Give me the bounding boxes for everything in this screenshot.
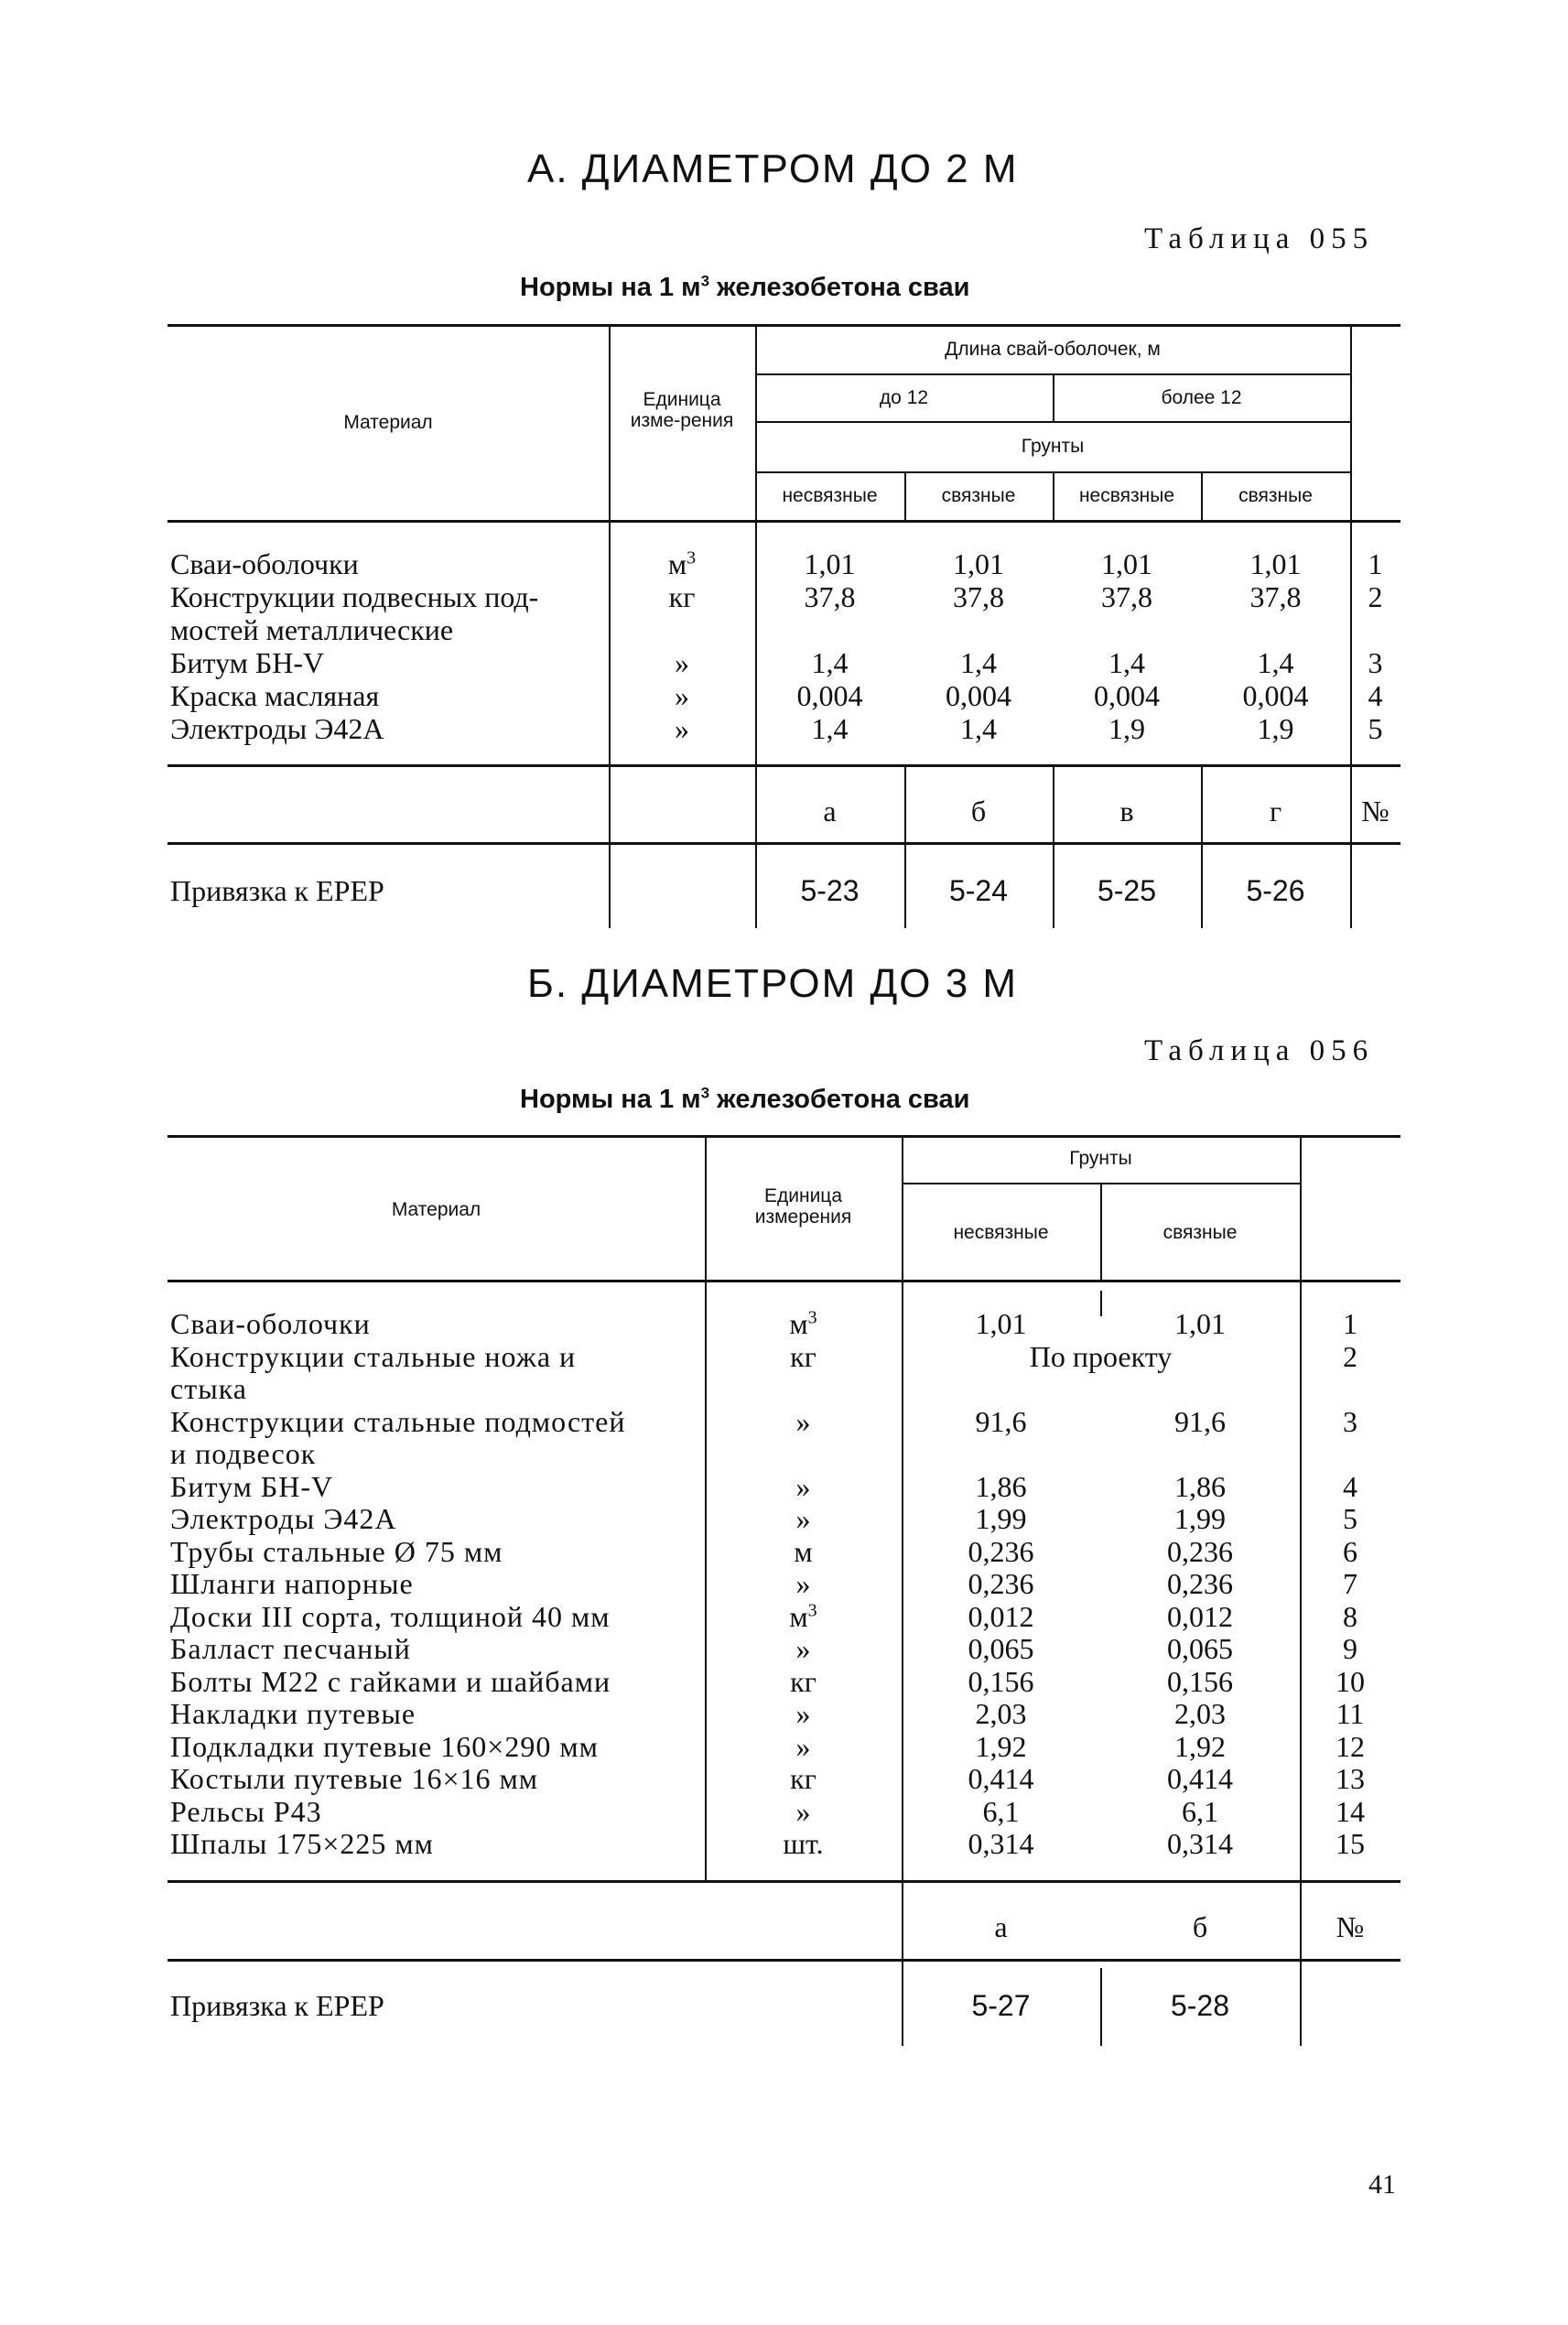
- value-loose: 1,99: [975, 1502, 1027, 1535]
- table-055-rule: [755, 421, 1350, 423]
- value-d: 37,8: [1249, 580, 1302, 613]
- table-056-num-sign: №: [1336, 1910, 1365, 1943]
- value-d: 1,4: [1257, 646, 1294, 679]
- table-055-letters-row: [0, 795, 1568, 827]
- material-name: Краска масляная: [170, 679, 380, 712]
- row-number: 1: [1343, 1307, 1357, 1340]
- table-055-binding-code: 5-25: [1097, 874, 1157, 907]
- unit: $м^3$: [789, 1307, 817, 1340]
- table-055-caption: Нормы на 1 $м^3$ железобетона сваи: [520, 272, 970, 302]
- table-055-letter: б: [970, 795, 987, 827]
- unit: $м^3$: [667, 547, 697, 580]
- value-loose: 0,314: [968, 1827, 1034, 1860]
- unit: кг: [790, 1340, 816, 1373]
- value-c: 1,4: [1108, 646, 1145, 679]
- row-number: 3: [1343, 1405, 1357, 1438]
- value-a: 1,01: [804, 547, 856, 580]
- material-name: Шланги напорные: [170, 1567, 414, 1600]
- table-056-header-material: Материал: [391, 1199, 481, 1220]
- table-055-num-sign: №: [1361, 795, 1390, 827]
- table-056-label: Таблица 056: [1144, 1034, 1375, 1067]
- row-number: 9: [1343, 1632, 1357, 1665]
- value-cohesive: 0,156: [1167, 1665, 1233, 1698]
- material-name: стыка: [170, 1372, 247, 1405]
- material-name: Битум БН-V: [170, 646, 325, 679]
- material-name: Электроды Э42А: [170, 1502, 397, 1535]
- table-056-header-cohesive: связные: [1162, 1222, 1238, 1243]
- material-name: и подвесок: [170, 1437, 317, 1470]
- table-055-binding-row: [0, 874, 1568, 907]
- table-055-header-cohesive: связные: [1238, 485, 1313, 506]
- table-row: [0, 1437, 1568, 1470]
- table-row: [0, 1372, 1568, 1405]
- row-number: 13: [1336, 1762, 1365, 1795]
- unit: »: [795, 1405, 811, 1438]
- value-cohesive: 0,314: [1167, 1827, 1233, 1860]
- value-b: 1,4: [960, 712, 997, 745]
- row-number: 2: [1368, 580, 1383, 613]
- table-056-top-rule: [168, 1135, 1400, 1138]
- material-name: Сваи-оболочки: [170, 1307, 371, 1340]
- value-loose: 0,236: [968, 1567, 1034, 1600]
- table-056-binding-code: 5-28: [1170, 1989, 1230, 2022]
- material-name: Электроды Э42А: [170, 712, 384, 745]
- row-number: 3: [1368, 646, 1383, 679]
- material-name: Костыли путевые 16×16 мм: [170, 1762, 538, 1795]
- table-056-binding-row: [0, 1989, 1568, 2022]
- unit: »: [795, 1632, 811, 1665]
- value-loose: 0,012: [968, 1600, 1034, 1633]
- table-row: [0, 1502, 1568, 1535]
- value-b: 1,01: [953, 547, 1004, 580]
- unit: »: [675, 712, 689, 745]
- value-cohesive: 0,236: [1167, 1567, 1233, 1600]
- table-row: [0, 1405, 1568, 1438]
- material-name: Доски III сорта, толщиной 40 мм: [170, 1600, 611, 1633]
- material-name: Конструкции стальные ножа и: [170, 1340, 577, 1373]
- table-055-header-material: Материал: [343, 412, 433, 433]
- unit: »: [795, 1697, 811, 1730]
- table-056-header-unit: Единица измерения: [754, 1185, 852, 1227]
- table-056-letters-row: [0, 1910, 1568, 1943]
- value-a: 37,8: [804, 580, 856, 613]
- row-number: 5: [1343, 1502, 1357, 1535]
- row-number: 1: [1368, 547, 1383, 580]
- value-cohesive: 0,065: [1167, 1632, 1233, 1665]
- table-055-letter: а: [823, 795, 837, 827]
- material-name: мостей металлические: [170, 613, 454, 646]
- table-055-header-length: Длина свай-оболочек, м: [945, 339, 1161, 360]
- row-number: 5: [1368, 712, 1383, 745]
- unit: »: [675, 646, 689, 679]
- value-cohesive: 6,1: [1182, 1795, 1218, 1828]
- table-055-label: Таблица 055: [1144, 222, 1375, 255]
- value-b: 0,004: [946, 679, 1011, 712]
- material-name: Сваи-оболочки: [170, 547, 359, 580]
- table-055-header-unit: Единица изме-рения: [630, 389, 734, 431]
- value-loose: 1,01: [975, 1307, 1027, 1340]
- unit: »: [795, 1470, 811, 1503]
- table-055-letters-rule: [168, 842, 1400, 845]
- value-loose: 0,236: [968, 1535, 1034, 1568]
- material-name: Конструкции стальные подмостей: [170, 1405, 626, 1438]
- material-name: Рельсы Р43: [170, 1795, 322, 1828]
- unit: »: [795, 1567, 811, 1600]
- table-055-header-loose: несвязные: [782, 485, 878, 506]
- value-d: 1,9: [1257, 712, 1294, 745]
- table-row: [0, 580, 1568, 613]
- table-row: [0, 547, 1568, 580]
- table-055-letter: в: [1119, 795, 1134, 827]
- material-name: Подкладки путевые 160×290 мм: [170, 1730, 599, 1763]
- table-056-header-rule: [168, 1280, 1400, 1282]
- table-row: [0, 1307, 1568, 1340]
- table-row: [0, 613, 1568, 646]
- value-loose: 91,6: [975, 1405, 1027, 1438]
- material-name: Балласт песчаный: [170, 1632, 411, 1665]
- material-name: Трубы стальные Ø 75 мм: [170, 1535, 503, 1568]
- unit: кг: [790, 1762, 816, 1795]
- table-row: [0, 1567, 1568, 1600]
- table-row: [0, 712, 1568, 745]
- row-number: 10: [1336, 1665, 1365, 1698]
- value-loose: 0,156: [968, 1665, 1034, 1698]
- value-cohesive: 0,414: [1167, 1762, 1233, 1795]
- unit: »: [795, 1795, 811, 1828]
- value-c: 37,8: [1101, 580, 1152, 613]
- unit: кг: [790, 1665, 816, 1698]
- table-row: [0, 1762, 1568, 1795]
- table-row: [0, 1632, 1568, 1665]
- value-d: 1,01: [1249, 547, 1302, 580]
- table-row: [0, 1730, 1568, 1763]
- value-b: 1,4: [960, 646, 997, 679]
- unit: шт.: [783, 1827, 824, 1860]
- value-cohesive: 1,01: [1174, 1307, 1226, 1340]
- value-loose: 1,86: [975, 1470, 1027, 1503]
- value-cohesive: 1,99: [1174, 1502, 1226, 1535]
- section-a-title: А. ДИАМЕТРОМ ДО 2 М: [527, 146, 1019, 191]
- table-055-top-rule: [168, 324, 1400, 327]
- table-055-header-loose: несвязные: [1078, 485, 1175, 506]
- material-name: Шпалы 175×225 мм: [170, 1827, 434, 1860]
- table-row: [0, 1697, 1568, 1730]
- row-number: 8: [1343, 1600, 1357, 1633]
- unit: м: [794, 1535, 813, 1568]
- table-row: [0, 679, 1568, 712]
- table-row: [0, 646, 1568, 679]
- row-number: 7: [1343, 1567, 1357, 1600]
- table-055-header-rule: [168, 520, 1400, 523]
- table-056-header-loose: несвязные: [953, 1222, 1049, 1243]
- unit: »: [795, 1730, 811, 1763]
- table-056-body-rule: [168, 1880, 1400, 1883]
- value-cohesive: 1,86: [1174, 1470, 1226, 1503]
- table-055-letter: г: [1269, 795, 1282, 827]
- value-a: 1,4: [811, 712, 849, 745]
- table-055-header-soils: Грунты: [1021, 436, 1085, 457]
- material-name: Конструкции подвесных под-: [170, 580, 539, 613]
- table-row: [0, 1827, 1568, 1860]
- table-055-binding-code: 5-23: [800, 874, 860, 907]
- table-row: [0, 1665, 1568, 1698]
- table-row: [0, 1340, 1568, 1373]
- merged-value: По проекту: [1029, 1340, 1173, 1373]
- row-number: 15: [1336, 1827, 1365, 1860]
- table-row: [0, 1535, 1568, 1568]
- value-cohesive: 2,03: [1174, 1697, 1226, 1730]
- value-c: 1,01: [1101, 547, 1152, 580]
- row-number: 4: [1368, 679, 1383, 712]
- table-055-header-cohesive: связные: [941, 485, 1016, 506]
- table-055-header-over12: более 12: [1161, 387, 1242, 408]
- unit: »: [795, 1502, 811, 1535]
- unit: $м^3$: [789, 1600, 817, 1633]
- table-055-binding-code: 5-24: [948, 874, 1009, 907]
- value-loose: 0,065: [968, 1632, 1034, 1665]
- value-loose: 2,03: [975, 1697, 1027, 1730]
- material-name: Накладки путевые: [170, 1697, 416, 1730]
- row-number: 4: [1343, 1470, 1357, 1503]
- table-056-binding-label: Привязка к ЕРЕР: [170, 1989, 384, 2022]
- value-c: 0,004: [1094, 679, 1160, 712]
- table-055-binding-code: 5-26: [1246, 874, 1305, 907]
- value-a: 0,004: [796, 679, 863, 712]
- row-number: 14: [1336, 1795, 1365, 1828]
- table-056-letter: б: [1192, 1910, 1208, 1943]
- value-b: 37,8: [953, 580, 1004, 613]
- value-cohesive: 1,92: [1174, 1730, 1226, 1763]
- table-055-header-upto12: до 12: [879, 387, 929, 408]
- value-cohesive: 91,6: [1174, 1405, 1226, 1438]
- table-056-header-soils: Грунты: [1069, 1148, 1132, 1169]
- value-loose: 6,1: [982, 1795, 1020, 1828]
- page-number: 41: [1368, 2169, 1396, 2200]
- table-row: [0, 1600, 1568, 1633]
- unit: кг: [668, 580, 696, 613]
- table-055-binding-label: Привязка к ЕРЕР: [170, 874, 384, 907]
- material-name: Болты М22 с гайками и шайбами: [170, 1665, 611, 1698]
- section-b-title: Б. ДИАМЕТРОМ ДО 3 М: [527, 961, 1019, 1006]
- unit: »: [675, 679, 689, 712]
- row-number: 2: [1343, 1340, 1357, 1373]
- value-loose: 0,414: [968, 1762, 1034, 1795]
- row-number: 11: [1336, 1697, 1365, 1730]
- table-row: [0, 1470, 1568, 1503]
- table-055-body-rule: [168, 764, 1400, 767]
- value-a: 1,4: [811, 646, 849, 679]
- material-name: Битум БН-V: [170, 1470, 334, 1503]
- row-number: 6: [1343, 1535, 1357, 1568]
- row-number: 12: [1336, 1730, 1365, 1763]
- value-d: 0,004: [1242, 679, 1309, 712]
- table-056-letters-rule: [168, 1959, 1400, 1962]
- value-c: 1,9: [1108, 712, 1145, 745]
- table-056-letter: а: [994, 1910, 1008, 1943]
- table-row: [0, 1795, 1568, 1828]
- table-056-caption: Нормы на 1 $м^3$ железобетона сваи: [520, 1084, 970, 1114]
- value-loose: 1,92: [975, 1730, 1027, 1763]
- table-056-binding-code: 5-27: [971, 1989, 1031, 2022]
- value-cohesive: 0,236: [1167, 1535, 1233, 1568]
- value-cohesive: 0,012: [1167, 1600, 1233, 1633]
